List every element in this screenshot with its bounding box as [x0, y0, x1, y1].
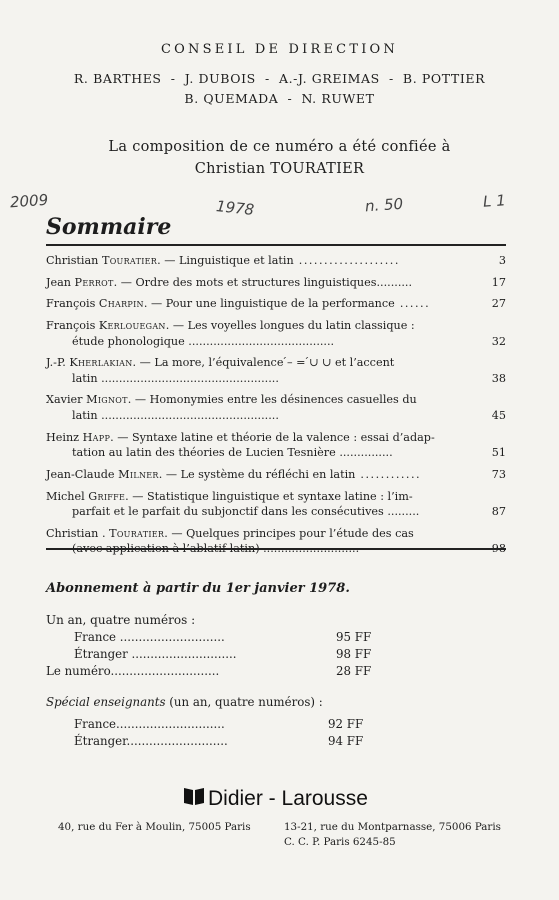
- toc-article-title: . — Linguistique et latin: [157, 254, 294, 267]
- address-right-line-2: C. C. P. Paris 6245-85: [284, 836, 396, 848]
- toc-entry-text: [46, 430, 468, 461]
- toc-author-last: Milner: [118, 467, 159, 481]
- council-members-line-2: B. QUEMADA - N. RUWET: [184, 91, 375, 106]
- toc-entry: [46, 275, 506, 291]
- publisher-logo: [183, 786, 368, 812]
- toc-article-title: . — Quelques principes pour l’étude des cas: [164, 526, 414, 540]
- toc-author-first: Jean-Claude: [46, 467, 119, 481]
- price-value: 92 FF: [328, 717, 364, 731]
- toc-page-number: 87: [491, 505, 506, 518]
- toc-entry-continuation: étude phonologique .........................................: [72, 334, 335, 348]
- toc-page-number: 38: [491, 371, 506, 385]
- book-icon: [183, 786, 205, 812]
- toc-author-first: François: [46, 297, 99, 311]
- toc-entry-text: [46, 253, 468, 269]
- toc-page-number: 51: [491, 446, 506, 460]
- composition-line-2: Christian TOURATIER: [194, 161, 365, 177]
- toc-entry: [46, 467, 506, 483]
- price-row-per-issue: [46, 663, 371, 680]
- toc-article-title: . — Syntaxe latine et théorie de la valence : essai d’adap-: [110, 430, 435, 444]
- toc-entry: [46, 355, 506, 386]
- special-label-rest: (un an, quatre numéros) :: [165, 695, 323, 709]
- toc-page-number: 17: [491, 275, 506, 289]
- price-value: 98 FF: [336, 647, 372, 661]
- toc-entry-continuation: latin ..................................................: [72, 408, 279, 422]
- sommaire-title: Sommaire: [46, 214, 172, 240]
- price-list-special: [74, 716, 363, 750]
- toc-entry-text: [46, 526, 468, 557]
- toc-author-first: Christian: [46, 254, 102, 267]
- toc-entry-text: [46, 355, 468, 386]
- price-label: France.............................: [74, 717, 225, 731]
- toc-author-last: Mignot: [86, 393, 128, 407]
- toc-leader-dots: ......: [394, 297, 431, 311]
- toc-page-number: 27: [491, 297, 506, 311]
- one-year-label: Un an, quatre numéros :: [46, 613, 196, 627]
- toc-article-title: . — Pour une linguistique de la performance: [143, 297, 395, 311]
- composition-line-1: La composition de ce numéro a été confiée à: [108, 139, 451, 155]
- toc-author-last: Touratier: [109, 526, 165, 540]
- price-label: Le numéro.............................: [46, 664, 220, 678]
- toc-article-title: . — La more, l’équivalence ́– = ́∪ ∪ et l’accent: [132, 356, 395, 370]
- toc-entry: [46, 318, 506, 349]
- toc-author-last: Kherlakian: [69, 356, 133, 370]
- toc-entry-text: [46, 392, 468, 423]
- toc-author-first: Xavier: [46, 393, 87, 407]
- council-members-line-1: R. BARTHES - J. DUBOIS - A.-J. GREIMAS - B. POTTIER: [73, 71, 486, 86]
- toc-page-number: 45: [491, 408, 506, 422]
- toc-article-title: . — Le système du réfléchi en latin: [158, 467, 356, 481]
- subscription-general: [46, 612, 195, 629]
- special-teachers-label: [46, 694, 323, 711]
- toc-author-last: Kerlouegan: [98, 319, 166, 333]
- toc-article-title: . — Les voyelles longues du latin classique :: [165, 319, 415, 333]
- composition-note: [0, 136, 559, 180]
- toc-page-number: 3: [498, 254, 506, 267]
- address-right-line-1: 13-21, rue du Montparnasse, 75006 Paris: [284, 821, 501, 833]
- price-label: Étranger ............................: [74, 647, 237, 661]
- publisher-name: Didier - Larousse: [208, 787, 368, 810]
- price-value: 95 FF: [336, 630, 372, 644]
- toc-author-first: Heinz: [46, 430, 83, 444]
- toc-entry: [46, 526, 506, 557]
- toc-entry-text: [46, 489, 468, 520]
- sommaire-top-rule: [46, 244, 506, 246]
- price-row-france: [74, 629, 371, 646]
- toc-author-first: François: [46, 319, 99, 333]
- toc-entry-text: [46, 467, 468, 483]
- price-list-general: [74, 629, 371, 663]
- toc-entry-text: [46, 318, 468, 349]
- toc-entry-continuation: tation au latin des théories de Lucien Tesnière ...............: [72, 446, 393, 460]
- handwritten-note-right: L 1: [482, 191, 507, 211]
- toc-entry-text: [46, 296, 468, 312]
- price-label: France ............................: [74, 630, 225, 644]
- council-title: CONSEIL DE DIRECTION: [161, 42, 398, 57]
- council-members: [0, 69, 559, 109]
- special-label-italic: Spécial enseignants: [46, 695, 166, 709]
- toc-entry: [46, 296, 506, 312]
- toc-article-title: . — Homonymies entre les désinences casuelles du: [127, 393, 417, 407]
- toc-author-last: Griffe: [88, 489, 126, 503]
- toc-author-first: Christian .: [46, 526, 110, 540]
- address-left: 40, rue du Fer à Moulin, 75005 Paris: [58, 821, 251, 833]
- toc-entry: [46, 430, 506, 461]
- toc-leader-dots: ....................: [293, 254, 400, 267]
- toc-entry-continuation: parfait et le parfait du subjonctif dans les consécutives .........: [72, 505, 420, 518]
- toc-author-last: Happ: [82, 430, 111, 444]
- sommaire-bottom-rule: [46, 548, 506, 550]
- handwritten-number: n. 50: [364, 194, 404, 216]
- toc-author-first: Jean: [46, 275, 75, 289]
- price-row-etranger-special: [74, 733, 363, 750]
- subscription-title-text: Abonnement à partir du 1er janvier 1978.: [46, 581, 350, 596]
- toc-author-last: Touratier: [101, 254, 158, 267]
- toc-article-title: . — Statistique linguistique et syntaxe latine : l’im-: [125, 489, 413, 503]
- toc-page-number: 73: [491, 467, 506, 481]
- price-value: 28 FF: [336, 664, 372, 678]
- subscription-title: [46, 581, 350, 596]
- toc-entry: [46, 392, 506, 423]
- handwritten-year: 1978: [215, 197, 256, 219]
- toc-author-last: Charpin: [98, 297, 144, 311]
- toc-author-last: Perrot: [74, 275, 114, 289]
- toc-entry-text: [46, 275, 468, 291]
- toc-leader-dots: ............: [355, 467, 422, 481]
- table-of-contents: [46, 253, 506, 563]
- toc-entry: [46, 253, 506, 269]
- handwritten-note-left: 2009: [9, 190, 49, 212]
- toc-entry: [46, 489, 506, 520]
- price-row-france-special: [74, 716, 363, 733]
- price-value: 94 FF: [328, 734, 364, 748]
- toc-author-first: Michel: [46, 489, 89, 503]
- price-label: Étranger...........................: [74, 734, 228, 748]
- toc-author-first: J.-P.: [46, 356, 70, 370]
- toc-page-number: 32: [491, 334, 506, 348]
- toc-entry-continuation: latin ..................................................: [72, 371, 279, 385]
- address-right: [284, 820, 501, 850]
- toc-article-title: . — Ordre des mots et structures linguistiques..........: [113, 275, 413, 289]
- price-row-etranger: [74, 646, 371, 663]
